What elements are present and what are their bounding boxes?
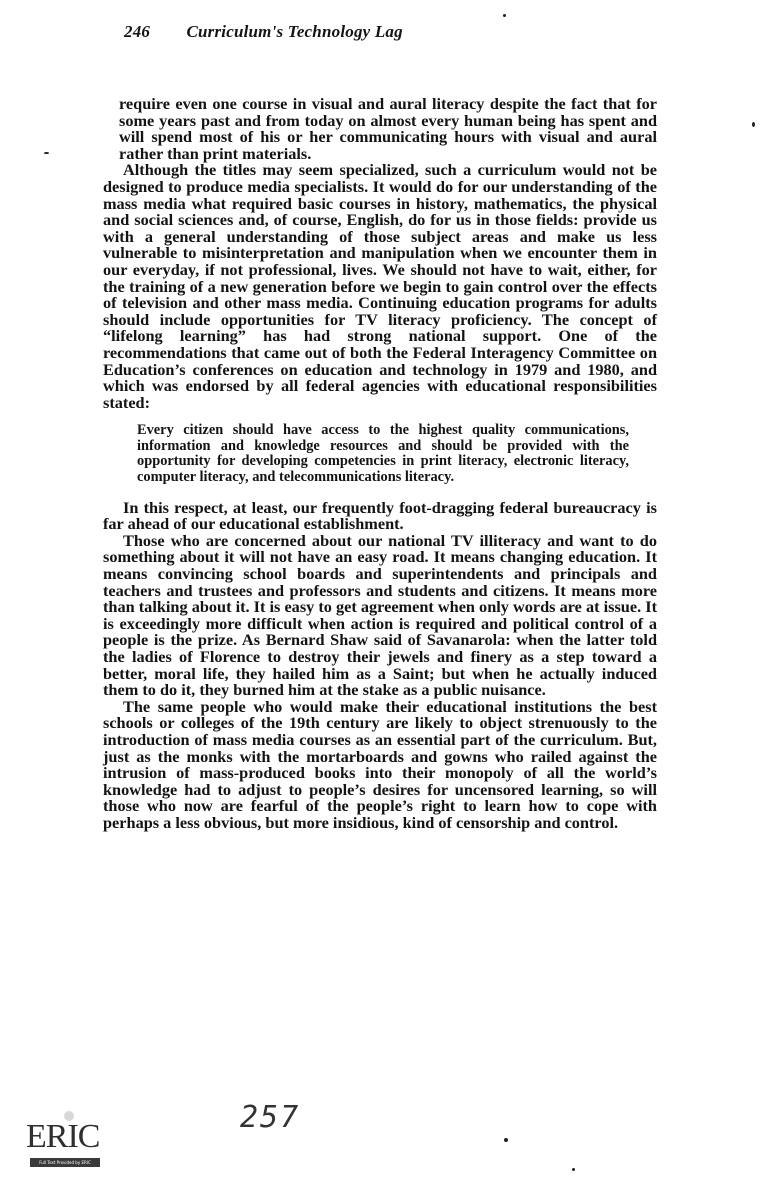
paragraph-curriculum: Although the titles may seem specialized, such a curriculum would not be designed to produce media specialists. It would do for our understanding of the mass media what required basic courses in history, mathematics, the physical and social sciences and, of course, English, do for us in those fields: provide us with a general understanding of those subject areas and make us less vulnerable to misinterpretation and manipulation when we encounter them in our everyday, if not professional, lives. We should not have to wait, either, for the training of a new generation before we begin to gain control over the effects of television and other mass media. Continuing education programs for adults should include opportunities for TV literacy proficiency. The concept of “lifelong learning” has had strong national support. One of the recommendations that came out of both the Federal Interagency Committee on Education’s conferences on education and technology in 1979 and 1980, and which was endorsed by all federal agencies with educational responsibilities stated: <box>103 160 657 412</box>
eric-logo-tagline: Full Text Provided by ERIC <box>30 1158 100 1167</box>
scan-speck <box>504 1138 508 1142</box>
paragraph-tv-illiteracy: Those who are concerned about our national TV illiteracy and want to do something about it will not have an easy road. It means changing education. It means convincing school boards and superintendents and principals and teachers and trustees and professors and students and citizens. It means more than talking about it. It is easy to get agreement when only words are at issue. It is exceedingly more difficult when action is required and political control of a people is the prize. As Bernard Shaw said of Savanarola: when the latter told the ladies of Florence to destroy their jewels and finery as a step toward a better, moral life, they hailed him as a Saint; but when he actually induced them to do it, they burned him at the stake as a public nuisance. <box>103 530 657 700</box>
running-title: Curriculum's Technology Lag <box>186 22 403 41</box>
paragraph-bureaucracy: In this respect, at least, our frequently foot-dragging federal bureaucracy is far ahead of our educational establishment. <box>103 497 657 534</box>
paragraph-mass-media-courses: The same people who would make their educational institutions the best schools or colleges of the 19th century are likely to object strenuously to the introduction of mass media courses as an essential part of the curriculum. But, just as the monks with the mortarboards and gowns who railed against the intrusion of mass-produced books into their monopoly of all the world’s knowledge had to adjust to people’s desires for uncensored learning, so will those who now are fearful of the people’s right to learn how to cope with perhaps a less obvious, but more insidious, kind of censorship and control. <box>103 696 657 832</box>
scan-speck <box>572 1168 575 1171</box>
block-quote: Every citizen should have access to the highest quality communications, information and knowledge resources and should be provided with the opportunity for developing competencies in print literacy, electronic literacy, computer literacy, and telecommunications literacy. <box>137 422 629 486</box>
page-header <box>124 22 684 42</box>
eric-logo <box>22 1118 102 1170</box>
handwritten-page-number: 257 <box>240 1100 301 1135</box>
body-text <box>103 96 657 832</box>
page-number: 246 <box>124 22 151 41</box>
scan-speck <box>44 152 49 154</box>
scan-speck <box>752 122 755 127</box>
paragraph-continuation: require even one course in visual and aural literacy despite the fact that for some years past and from today on almost every human being has spent and will spend most of his or her communicating hours with visual and aural rather than print materials. <box>119 94 657 163</box>
scan-speck <box>503 14 506 17</box>
eric-logo-letters: ERIC <box>26 1118 100 1155</box>
